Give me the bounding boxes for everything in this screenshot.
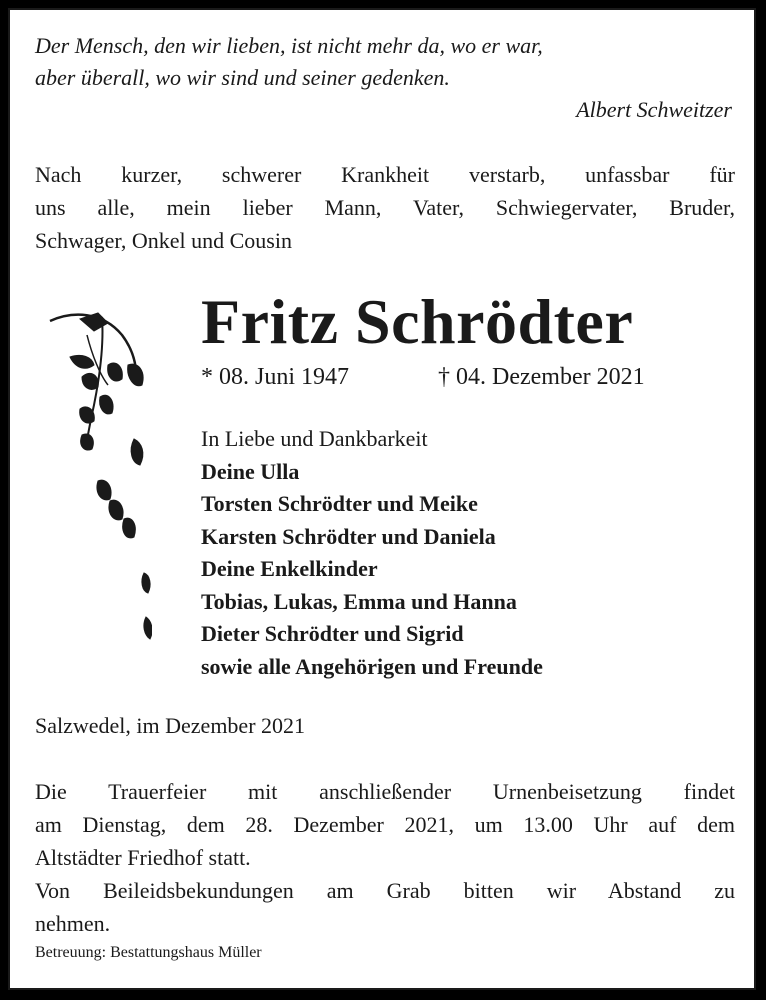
funeral-line-2: am Dienstag, dem 28. Dezember 2021, um 13.00 Uhr auf dem bbox=[35, 812, 735, 837]
mourner-3: Karsten Schrödter und Daniela bbox=[201, 523, 496, 549]
funeral-line-5: nehmen. bbox=[35, 911, 111, 936]
funeral-line-1: Die Trauerfeier mit anschließender Urnenbeisetzung findet bbox=[35, 779, 735, 804]
quote-line-2: aber überall, wo wir sind und seiner gedenken. bbox=[35, 65, 450, 90]
mourners-list bbox=[201, 423, 543, 683]
place-date: Salzwedel, im Dezember 2021 bbox=[35, 713, 306, 738]
quote-author: Albert Schweitzer bbox=[576, 97, 732, 122]
mourners-heading: In Liebe und Dankbarkeit bbox=[201, 426, 428, 451]
intro-line-1: Nach kurzer, schwerer Krankheit verstarb, unfassbar für bbox=[35, 162, 735, 187]
birth-date: * 08. Juni 1947 bbox=[201, 364, 350, 390]
funeral-line-4: Von Beileidsbekundungen am Grab bitten wir Abstand zu bbox=[35, 878, 735, 903]
intro-line-3: Schwager, Onkel und Cousin bbox=[35, 228, 292, 253]
undertaker-credit: Betreuung: Bestattungshaus Müller bbox=[35, 944, 262, 961]
death-date: † 04. Dezember 2021 bbox=[438, 364, 645, 390]
mourner-6: Dieter Schrödter und Sigrid bbox=[201, 621, 464, 646]
falling-leaves-decoration bbox=[42, 305, 152, 655]
funeral-info bbox=[35, 775, 735, 940]
mourner-5: Tobias, Lukas, Emma und Hanna bbox=[201, 588, 517, 614]
intro-text bbox=[35, 158, 735, 257]
mourner-2: Torsten Schrödter und Meike bbox=[201, 491, 478, 516]
mourner-7: sowie alle Angehörigen und Freunde bbox=[201, 653, 543, 679]
intro-line-2: uns alle, mein lieber Mann, Vater, Schwiegervater, Bruder, bbox=[35, 195, 735, 220]
funeral-line-3: Altstädter Friedhof statt. bbox=[35, 845, 251, 870]
quote-line-1: Der Mensch, den wir lieben, ist nicht mehr da, wo er war, bbox=[35, 33, 543, 58]
mourner-1: Deine Ulla bbox=[201, 458, 300, 484]
mourner-4: Deine Enkelkinder bbox=[201, 556, 378, 581]
obituary-card bbox=[8, 8, 756, 990]
deceased-name: Fritz Schrödter bbox=[201, 286, 634, 357]
